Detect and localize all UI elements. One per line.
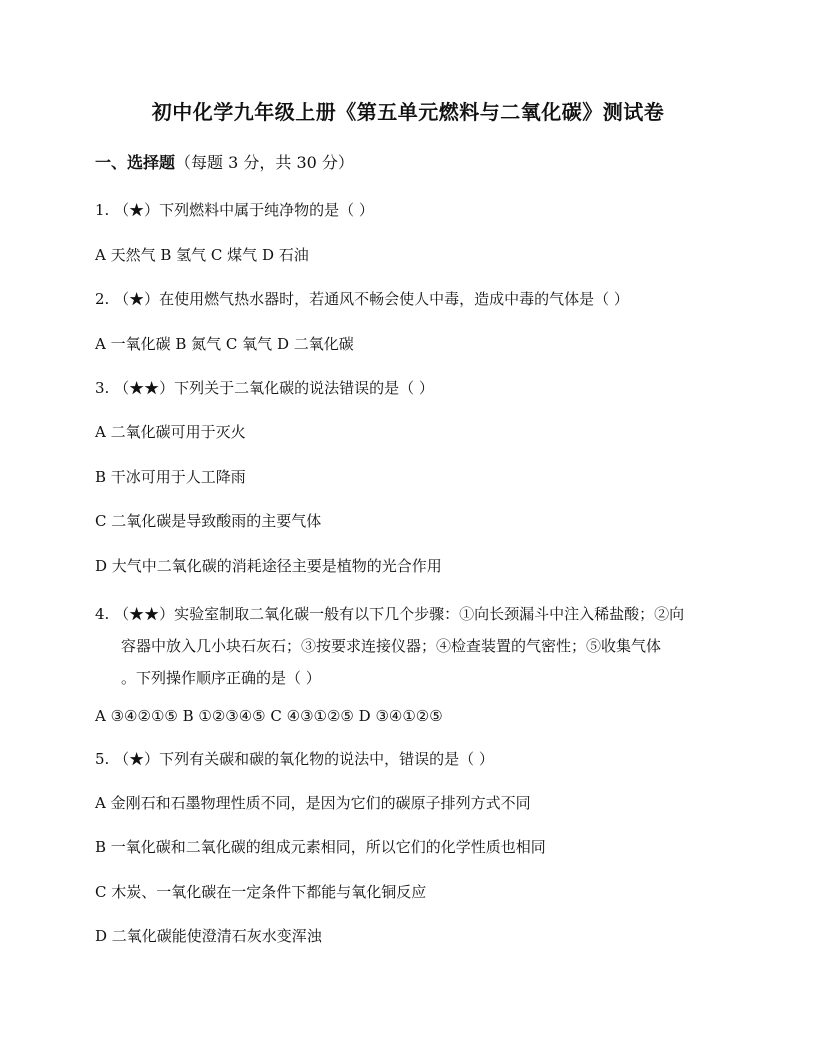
question-5-option-b: B 一氧化碳和二氧化碳的组成元素相同，所以它们的化学性质也相同 — [95, 838, 546, 856]
question-3-option-d: D 大气中二氧化碳的消耗途径主要是植物的光合作用 — [95, 557, 442, 575]
question-5-option-c: C 木炭、一氧化碳在一定条件下都能与氧化铜反应 — [95, 883, 427, 901]
section-heading — [95, 150, 354, 173]
question-4-options: A ③④②①⑤ B ①②③④⑤ C ④③①②⑤ D ③④①②⑤ — [95, 707, 443, 725]
question-3-stem: 3. （★★）下列关于二氧化碳的说法错误的是（ ） — [95, 379, 434, 397]
question-4-stem-line-1: 4. （★★）实验室制取二氧化碳一般有以下几个步骤：①向长颈漏斗中注入稀盐酸；②向 — [95, 605, 685, 623]
question-4-stem-line-3: 。下列操作顺序正确的是（ ） — [121, 669, 321, 687]
section-heading-label: 一、选择题 — [95, 153, 176, 172]
question-3-option-a: A 二氧化碳可用于灭火 — [95, 423, 246, 441]
question-5-option-a: A 金刚石和石墨物理性质不同，是因为它们的碳原子排列方式不同 — [95, 794, 531, 812]
question-4-stem — [95, 598, 735, 694]
section-heading-note: （每题 3 分，共 30 分） — [175, 153, 354, 172]
question-1-stem: 1. （★）下列燃料中属于纯净物的是（ ） — [95, 201, 374, 219]
question-5-stem: 5. （★）下列有关碳和碳的氧化物的说法中，错误的是（ ） — [95, 750, 494, 768]
document-title: 初中化学九年级上册《第五单元燃料与二氧化碳》测试卷 — [151, 100, 665, 124]
question-3-option-c: C 二氧化碳是导致酸雨的主要气体 — [95, 512, 322, 530]
question-4-stem-line-2: 容器中放入几小块石灰石；③按要求连接仪器；④检查装置的气密性；⑤收集气体 — [121, 637, 662, 655]
question-2-options: A 一氧化碳 B 氮气 C 氧气 D 二氧化碳 — [95, 335, 354, 353]
question-2-stem: 2. （★）在使用燃气热水器时，若通风不畅会使人中毒，造成中毒的气体是（ ） — [95, 290, 629, 308]
question-3-option-b: B 干冰可用于人工降雨 — [95, 468, 246, 486]
question-1-options: A 天然气 B 氢气 C 煤气 D 石油 — [95, 246, 309, 264]
question-5-option-d: D 二氧化碳能使澄清石灰水变浑浊 — [95, 927, 322, 945]
